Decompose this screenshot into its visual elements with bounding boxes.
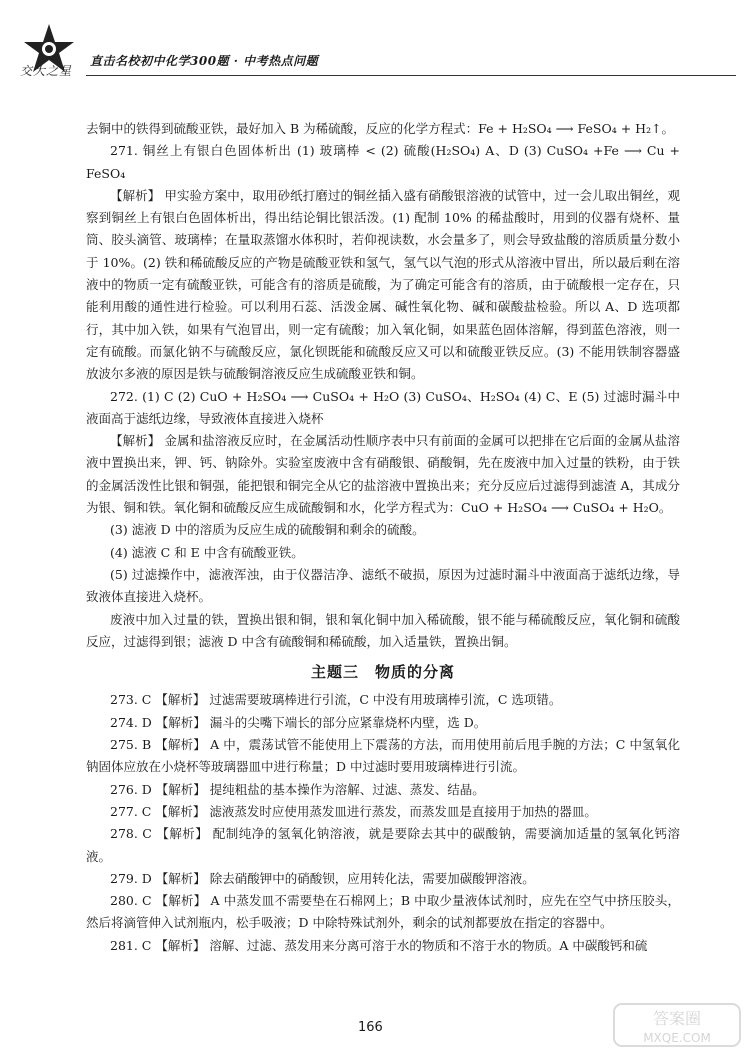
page-header	[18, 22, 718, 84]
answer-item: 278. C 【解析】 配制纯净的氢氧化钠溶液，就是要除去其中的碳酸钠，需要滴加适量的氢氧化钙溶液。	[86, 826, 680, 864]
answer-item: 274. D 【解析】 漏斗的尖嘴下端长的部分应紧靠烧杯内壁，选 D。	[110, 714, 487, 730]
svg-text:MXQE.COM: MXQE.COM	[643, 1031, 711, 1045]
paragraph: 【解析】 金属和盐溶液反应时，在金属活动性顺序表中只有前面的金属可以把排在它后面的金属从盐溶液中置换出来，钾、钙、钠除外。实验室废液中含有硝酸银、硝酸铜，先在废液中加入过量的铁粉，由于铁的金属活泼性比银和铜强，能把银和铜完全从它的盐溶液中置换出来；充分反应后过滤得到滤渣 A，其成分为银、铜和铁。氧化铜和硫酸反应生成硫酸铜和水，化学方程式为：CuO + H₂SO₄ ⟶ CuSO₄ + H₂O。	[86, 433, 680, 516]
paragraph: (4) 滤液 C 和 E 中含有硫酸亚铁。	[110, 544, 304, 560]
paragraph: 废液中加入过量的铁，置换出银和铜，银和氧化铜中加入稀硫酸，银不能与稀硫酸反应，氧化铜和硫酸反应，过滤得到银；滤液 D 中含有硫酸铜和稀硫酸，加入适量铁，置换出铜。	[86, 611, 680, 649]
paragraph: 272. (1) C (2) CuO + H₂SO₄ ⟶ CuSO₄ + H₂O (3) CuSO₄、H₂SO₄ (4) C、E (5) 过滤时漏斗中液面高于滤纸边缘，导致液体直接进入烧杯	[86, 388, 680, 426]
section-title: 主题三 物质的分离	[310, 663, 455, 682]
paragraph: 271. 铜丝上有银白色固体析出 (1) 玻璃棒 < (2) 硫酸(H₂SO₄) A、D (3) CuSO₄ +Fe ⟶ Cu + FeSO₄	[86, 143, 680, 181]
logo-text: 交大之星	[20, 64, 73, 78]
svg-text:答案圈: 答案圈	[652, 1009, 702, 1028]
answer-item: 277. C 【解析】 滤液蒸发时应使用蒸发皿进行蒸发，而蒸发皿是直接用于加热的器皿。	[110, 803, 597, 819]
paragraph: 去铜中的铁得到硫酸亚铁，最好加入 B 为稀硫酸，反应的化学方程式：Fe + H₂SO₄ ⟶ FeSO₄ + H₂↑。	[86, 121, 675, 136]
answer-item: 275. B 【解析】 A 中，震荡试管不能使用上下震荡的方法，而用使用前后甩手腕的方法；C 中氢氧化钠固体应放在小烧杯等玻璃器皿中进行称量；D 中过滤时要用玻璃棒进行引流。	[86, 737, 680, 775]
paragraph: (5) 过滤操作中，滤液浑浊，由于仪器洁净、滤纸不破损，原因为过滤时漏斗中液面高于滤纸边缘，导致液体直接进入烧杯。	[86, 566, 680, 605]
paragraph: 【解析】 甲实验方案中，取用砂纸打磨过的铜丝插入盛有硝酸银溶液的试管中，过一会儿取出铜丝，观察到铜丝上有银白色固体析出，得出结论铜比银活泼。(1) 配制 10% 的稀盐酸时，用到的仪器有烧杯、量筒、胶头滴管、玻璃棒；在量取蒸馏水体积时，若仰视读数，水会量多了，则会导致盐酸的溶质质量分数小于 10%。(2) 铁和稀硫酸反应的产物是硫酸亚铁和氢气，氢气以气泡的形式从溶液中冒出，所以最后剩在溶液中的物质一定有硫酸亚铁，可能含有的溶质是硫酸，为了确定可能含有的溶质，由于硫酸根一定存在，只能利用酸的通性进行检验。可以利用石蕊、活泼金属、碱性氧化物、碱和碳酸盐检验。所以 A、D 选项都行，其中加入铁，如果有气泡冒出，则一定有硫酸；加入氧化铜，如果蓝色固体溶解，得到蓝色溶液，则一定有硫酸。而氯化钠不与硫酸反应，氯化钡既能和硫酸反应又可以和硫酸亚铁反应。(3) 不能用铁制容器盛放波尔多液的原因是铁与硫酸铜溶液反应生成硫酸亚铁和铜。	[86, 187, 680, 382]
paragraph: (3) 滤液 D 中的溶质为反应生成的硫酸铜和剩余的硫酸。	[110, 522, 425, 538]
answer-item: 273. C 【解析】 过滤需要玻璃棒进行引流，C 中没有用玻璃棒引流，C 选项错。	[110, 692, 562, 708]
answer-item: 281. C 【解析】 溶解、过滤、蒸发用来分离可溶于水的物质和不溶于水的物质。A 中碳酸钙和硫	[110, 937, 648, 953]
answer-item: 276. D 【解析】 提纯粗盐的基本操作为溶解、过滤、蒸发、结晶。	[110, 781, 485, 797]
answer-item: 280. C 【解析】 A 中蒸发皿不需要垫在石棉网上；B 中取少量液体试剂时，应先在空气中挤压胶头，然后将滴管伸入试剂瓶内，松手吸液；D 中除特殊试剂外，剩余的试剂都要放在指定的容器中。	[86, 893, 680, 931]
page-number: 166	[358, 1020, 383, 1035]
header-divider	[86, 75, 736, 76]
answer-item: 279. D 【解析】 除去硝酸钾中的硝酸钡，应用转化法，需要加碳酸钾溶液。	[110, 870, 535, 886]
header-title: 直击名校初中化学300题 · 中考热点问题	[90, 54, 319, 68]
page-content	[86, 118, 680, 957]
watermark-logo-icon	[612, 1000, 742, 1050]
